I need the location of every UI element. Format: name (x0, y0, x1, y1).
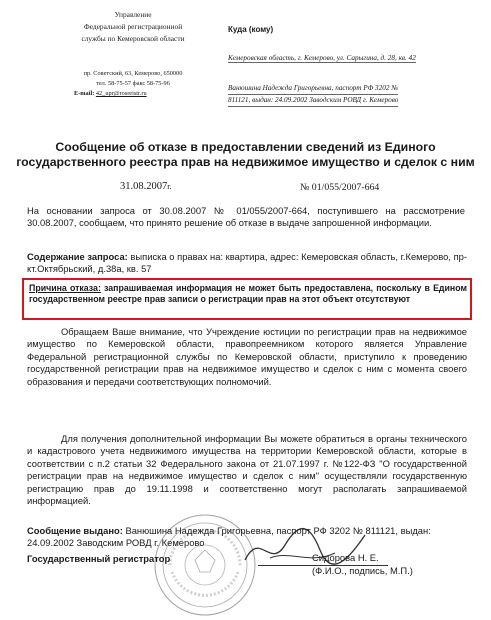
issued-to (27, 525, 467, 550)
recipient-name-line-2: 811121, выдан: 24.09.2002 Заводским РОВД г. Кемерово (228, 95, 398, 107)
date-suffix: г. (167, 182, 172, 191)
document-number: № 01/055/2007-664 (300, 182, 380, 193)
paragraph-attention: Обращаем Ваше внимание, что Учреждение юстиции по регистрации прав на недвижимое имущество по Кемеровской области, правопреемником которого является Управление Федеральной регистрационной службы по Кемеровской области, приступило к проведению государственной регистрации прав на недвижимое имущество и сделок с ним с момента своего образования и передачи соответствующих полномочий. (27, 326, 467, 387)
recipient-address (228, 54, 416, 63)
request-content-label: Содержание запроса: (27, 251, 128, 262)
sender-address (58, 69, 208, 99)
request-content-text: выписка о правах на: квартира, адрес: Кемеровская область, г.Кемерово, пр-кт.Октябрьский, д.38а, кв. 57 (27, 251, 467, 275)
recipient-address-text: Кемеровская область, г. Кемерово, ул. Сарыгина, д. 28, кв. 42 (228, 54, 416, 62)
org-line-3: службы по Кемеровской области (81, 34, 185, 43)
registrar-title: Государственный регистратор (27, 553, 171, 564)
address-line: пр. Советский, 63, Кемерово, 650000 (83, 70, 183, 77)
org-line-1: Управление (114, 10, 152, 19)
email-line (58, 89, 208, 99)
signature-caption: (Ф.И.О., подпись, М.П.) (312, 565, 413, 576)
paragraph-additional-info: Для получения дополнительной информации Вы можете обратиться в органы технического и кадастрового учета недвижимого имущества на территории Кемеровской области, которые в соответствии с п.2 статьи 32 Федерального закона от 21.07.1997 г. №122-ФЗ "О государственной регистрации прав на недвижимое имущество и сделок с ним" осуществляли государственную регистрацию прав до 19.11.1998 и соответственно могут располагать запрашиваемой информацией. (27, 433, 467, 507)
refusal-reason (29, 283, 467, 305)
recipient-name (228, 83, 398, 107)
org-line-2: Федеральной регистрационной (83, 22, 183, 31)
refusal-reason-label: Причина отказа: (29, 283, 101, 293)
sender-organization (58, 9, 208, 45)
issued-to-label: Сообщение выдано: (27, 525, 123, 536)
phone-line: тел. 58-75-57 факс 58-75-96 (96, 80, 170, 87)
paragraph-request-basis: На основании запроса от 30.08.2007 № 01/055/2007-664, поступившего на рассмотрение 30.08.2007, сообщаем, что принято решение об отказе в выдаче запрошенной информации. (27, 205, 465, 229)
document-title (0, 140, 491, 170)
document-date (120, 181, 172, 192)
request-content (27, 251, 467, 276)
recipient-label: Куда (кому) (228, 25, 274, 34)
title-line-1: Сообщение об отказе в предоставлении сведений из Единого (55, 140, 436, 154)
date-value: 31.08.2007 (120, 181, 168, 192)
title-line-2: государственного реестра прав на недвижимое имущество и сделок с ним (16, 155, 475, 169)
refusal-reason-text: запрашиваемая информация не может быть предоставлена, поскольку в Едином государственном реестре прав записи о регистрации прав на этот объект отсутствуют (29, 283, 468, 304)
issued-to-text: Ванюшина Надежда Григорьевна, паспорт РФ 3202 № 811121, выдан: 24.09.2002 Заводским РОВД г. Кемерово (27, 525, 431, 549)
email-label: E-mail: (74, 90, 95, 97)
recipient-name-line-1: Ванюшина Надежда Григорьевна, паспорт РФ 3202 № (228, 83, 398, 95)
email-link[interactable]: 42_upr@rosreistr.ru (95, 90, 147, 97)
signatory-name: Сидорова Н. Е. (312, 552, 379, 563)
